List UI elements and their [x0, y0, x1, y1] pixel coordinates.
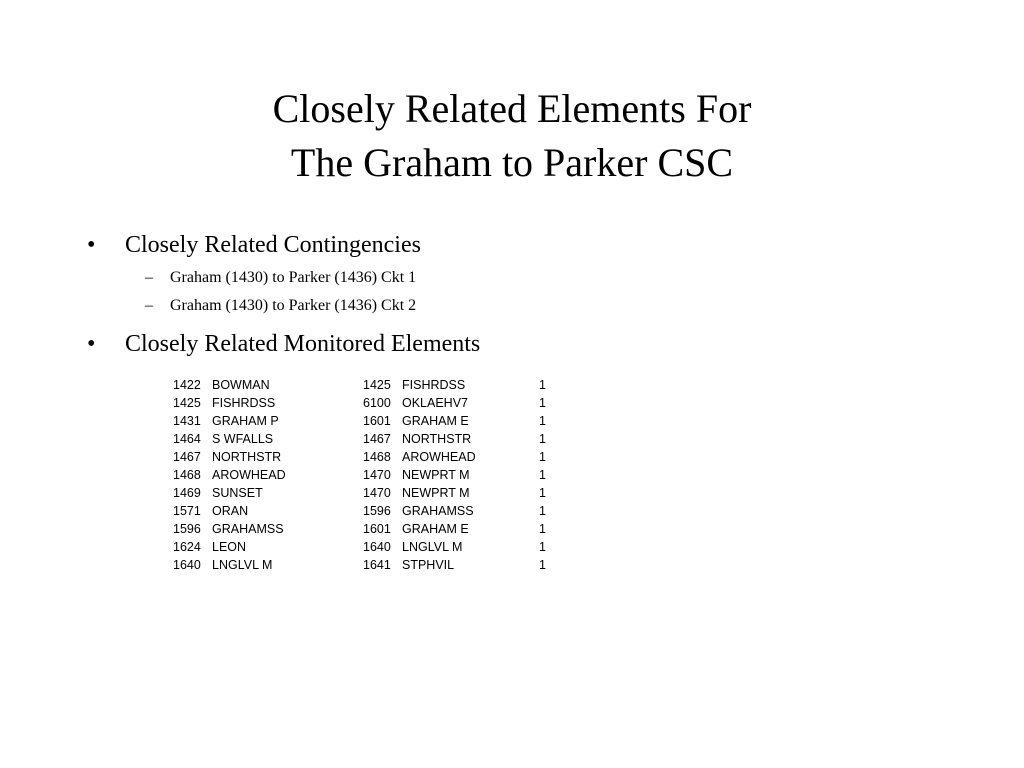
table-row	[173, 412, 559, 430]
to-bus-name: LNGLVL M	[402, 540, 463, 554]
from-bus-name: FISHRDSS	[212, 396, 276, 410]
circuit-id: 1	[539, 558, 546, 572]
from-bus-number: 1469	[173, 486, 201, 500]
to-bus-name: OKLAEHV7	[402, 396, 469, 410]
circuit-id: 1	[539, 540, 546, 554]
circuit-id: 1	[539, 468, 546, 482]
to-bus-number: 1601	[363, 522, 391, 536]
circuit-id: 1	[539, 486, 546, 500]
to-bus-number: 1641	[363, 558, 391, 572]
from-bus-number: 1596	[173, 522, 201, 536]
from-bus-number: 1571	[173, 504, 201, 518]
to-bus-number: 6100	[363, 396, 391, 410]
table-row	[173, 466, 559, 484]
circuit-id: 1	[539, 450, 546, 464]
circuit-id: 1	[539, 414, 546, 428]
to-bus-name: NEWPRT M	[402, 468, 470, 482]
bullet-label: Closely Related Monitored Elements	[125, 331, 481, 357]
to-bus-name: GRAHAM E	[402, 414, 469, 428]
bullet-monitored-elements	[87, 329, 480, 359]
to-bus-name: NEWPRT M	[402, 486, 470, 500]
from-bus-name: AROWHEAD	[212, 468, 286, 482]
from-bus-number: 1464	[173, 432, 201, 446]
bullet-marker: •	[87, 331, 96, 357]
from-bus-name: ORAN	[212, 504, 249, 518]
monitored-elements-body	[173, 376, 559, 574]
from-bus-number: 1431	[173, 414, 201, 428]
from-bus-number: 1425	[173, 396, 201, 410]
sub-item-ckt-1	[145, 268, 416, 288]
circuit-id: 1	[539, 378, 546, 392]
to-bus-number: 1596	[363, 504, 391, 518]
to-bus-name: GRAHAM E	[402, 522, 469, 536]
to-bus-name: GRAHAMSS	[402, 504, 474, 518]
to-bus-number: 1640	[363, 540, 391, 554]
to-bus-number: 1601	[363, 414, 391, 428]
table-row	[173, 430, 559, 448]
to-bus-name: FISHRDSS	[402, 378, 466, 392]
table-row	[173, 538, 559, 556]
title-line-2: The Graham to Parker CSC	[290, 140, 734, 185]
bullet-marker: •	[87, 232, 96, 258]
circuit-id: 1	[539, 396, 546, 410]
circuit-id: 1	[539, 504, 546, 518]
from-bus-number: 1467	[173, 450, 201, 464]
sub-item-label: Graham (1430) to Parker (1436) Ckt 1	[170, 269, 417, 286]
to-bus-number: 1468	[363, 450, 391, 464]
table-row	[173, 520, 559, 538]
from-bus-number: 1640	[173, 558, 201, 572]
table-row	[173, 484, 559, 502]
from-bus-name: BOWMAN	[212, 378, 270, 392]
bullet-contingencies	[87, 230, 421, 260]
from-bus-name: NORTHSTR	[212, 450, 282, 464]
table-row	[173, 448, 559, 466]
from-bus-name: GRAHAM P	[212, 414, 279, 428]
circuit-id: 1	[539, 522, 546, 536]
from-bus-number: 1422	[173, 378, 201, 392]
bullet-label: Closely Related Contingencies	[125, 232, 421, 258]
table-row	[173, 502, 559, 520]
from-bus-name: LNGLVL M	[212, 558, 273, 572]
sub-marker: –	[145, 269, 153, 286]
from-bus-number: 1624	[173, 540, 201, 554]
to-bus-number: 1470	[363, 486, 391, 500]
sub-item-label: Graham (1430) to Parker (1436) Ckt 2	[170, 297, 417, 314]
to-bus-number: 1470	[363, 468, 391, 482]
from-bus-name: S WFALLS	[212, 432, 274, 446]
sub-item-ckt-2	[145, 296, 416, 316]
to-bus-name: NORTHSTR	[402, 432, 472, 446]
title-line-1: Closely Related Elements For	[272, 86, 752, 131]
table-row	[173, 394, 559, 412]
sub-marker: –	[145, 297, 153, 314]
slide-title	[0, 82, 1024, 190]
circuit-id: 1	[539, 432, 546, 446]
from-bus-name: GRAHAMSS	[212, 522, 284, 536]
to-bus-name: AROWHEAD	[402, 450, 476, 464]
to-bus-number: 1467	[363, 432, 391, 446]
from-bus-name: SUNSET	[212, 486, 263, 500]
from-bus-name: LEON	[212, 540, 247, 554]
monitored-elements-table	[173, 376, 559, 574]
table-row	[173, 556, 559, 574]
to-bus-name: STPHVIL	[402, 558, 455, 572]
table-row	[173, 376, 559, 394]
to-bus-number: 1425	[363, 378, 391, 392]
from-bus-number: 1468	[173, 468, 201, 482]
